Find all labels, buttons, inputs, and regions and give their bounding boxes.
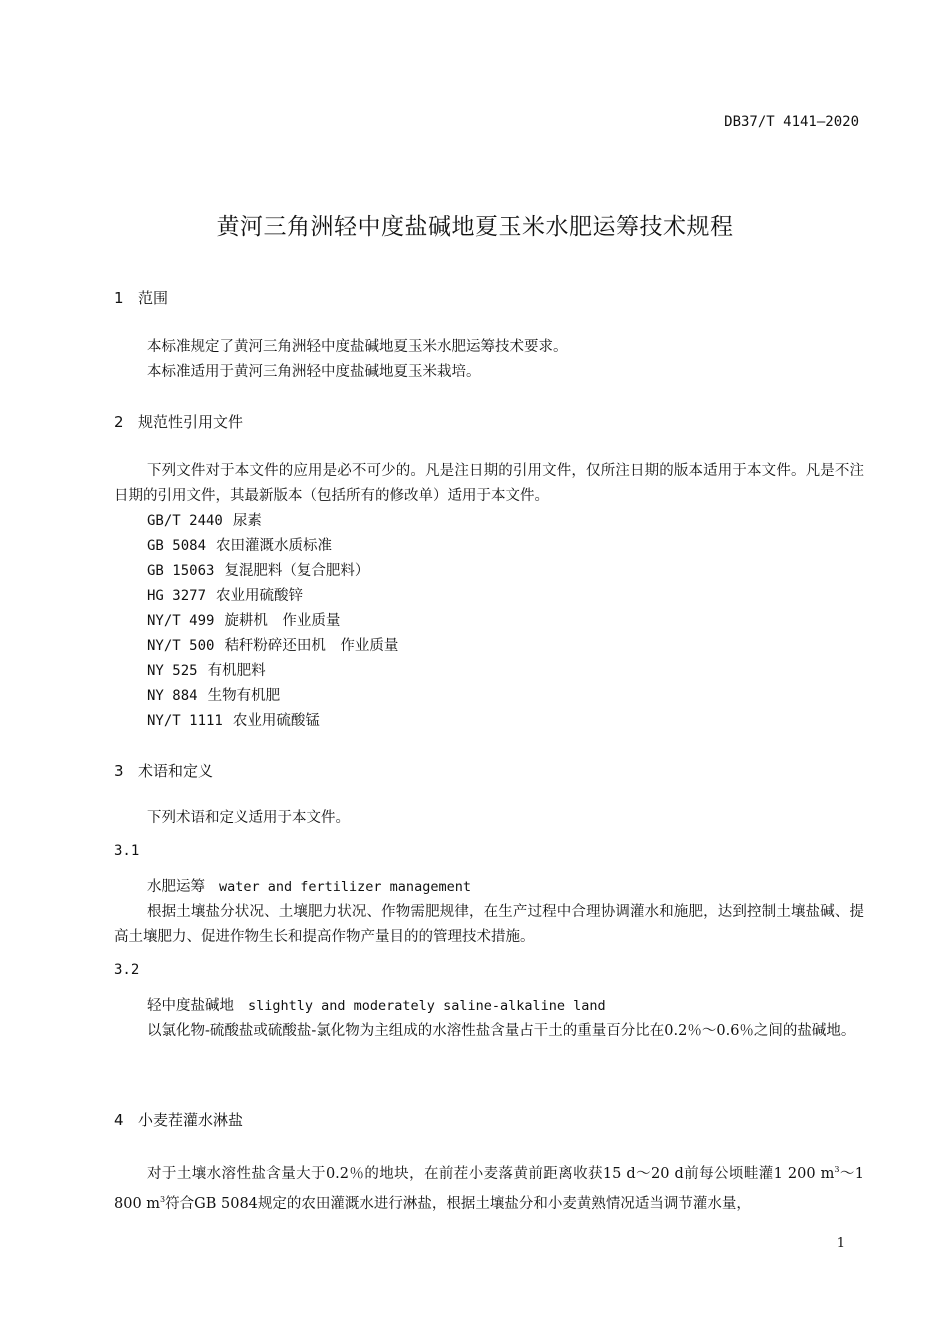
reference-title: 有机肥料 bbox=[207, 663, 266, 679]
section-title: 范围 bbox=[138, 289, 169, 307]
section-salt-leaching bbox=[114, 1109, 864, 1217]
reference-code: NY/T 499 bbox=[147, 613, 215, 629]
section-number: 1 bbox=[114, 289, 124, 307]
term-english: slightly and moderately saline-alkaline land bbox=[248, 998, 606, 1014]
term-definition: 根据土壤盐分状况、土壤肥力状况、作物需肥规律，在生产过程中合理协调灌水和施肥，达到控制土壤盐碱、提高土壤肥力、促进作物生长和提高作物产量目的的管理技术措施。 bbox=[114, 904, 864, 945]
section-number: 2 bbox=[114, 413, 124, 431]
reference-code: GB/T 2440 bbox=[147, 513, 223, 529]
section-terms bbox=[114, 760, 864, 1044]
reference-item bbox=[114, 584, 864, 609]
reference-code: NY 525 bbox=[147, 663, 198, 679]
reference-item bbox=[114, 634, 864, 659]
reference-list bbox=[114, 509, 864, 734]
page-number: 1 bbox=[836, 1236, 845, 1251]
term-entry bbox=[114, 874, 864, 900]
section-heading bbox=[114, 1109, 864, 1131]
section-number: 4 bbox=[114, 1111, 124, 1129]
section-heading bbox=[114, 411, 864, 433]
term-chinese: 轻中度盐碱地 bbox=[147, 998, 234, 1014]
reference-title: 旋耕机 作业质量 bbox=[224, 613, 341, 629]
section-scope bbox=[114, 287, 864, 385]
term-chinese: 水肥运筹 bbox=[147, 879, 205, 895]
reference-item bbox=[114, 659, 864, 684]
section-title: 术语和定义 bbox=[138, 762, 214, 780]
section-heading bbox=[114, 287, 864, 309]
reference-item bbox=[114, 559, 864, 584]
section-title: 规范性引用文件 bbox=[138, 413, 244, 431]
term-number: 3.1 bbox=[114, 843, 140, 859]
document-code: DB37/T 4141—2020 bbox=[724, 114, 859, 130]
term-definition: 以氯化物-硫酸盐或硫酸盐-氯化物为主组成的水溶性盐含量占干土的重量百分比在0.2％～0.6％之间的盐碱地。 bbox=[147, 1023, 856, 1039]
reference-code: GB 15063 bbox=[147, 563, 215, 579]
term-english: water and fertilizer management bbox=[219, 879, 471, 895]
paragraph: 下列文件对于本文件的应用是必不可少的。凡是注日期的引用文件，仅所注日期的版本适用于本文件。凡是不注日期的引用文件，其最新版本（包括所有的修改单）适用于本文件。 bbox=[114, 463, 864, 504]
reference-title: 秸秆粉碎还田机 作业质量 bbox=[224, 638, 399, 654]
document-title: 黄河三角洲轻中度盐碱地夏玉米水肥运筹技术规程 bbox=[216, 214, 734, 240]
reference-title: 农业用硫酸锌 bbox=[216, 588, 304, 604]
reference-title: 农业用硫酸锰 bbox=[232, 713, 320, 729]
reference-code: GB 5084 bbox=[147, 538, 207, 554]
reference-item bbox=[114, 684, 864, 709]
reference-code: NY/T 1111 bbox=[147, 713, 223, 729]
reference-code: HG 3277 bbox=[147, 588, 207, 604]
reference-item bbox=[114, 709, 864, 734]
paragraph: 本标准规定了黄河三角洲轻中度盐碱地夏玉米水肥运筹技术要求。 bbox=[147, 339, 568, 355]
paragraph: 本标准适用于黄河三角洲轻中度盐碱地夏玉米栽培。 bbox=[147, 364, 481, 380]
term-number: 3.2 bbox=[114, 962, 140, 978]
reference-item bbox=[114, 609, 864, 634]
section-number: 3 bbox=[114, 762, 124, 780]
section-normative-references bbox=[114, 411, 864, 734]
reference-title: 生物有机肥 bbox=[207, 688, 281, 704]
reference-code: NY 884 bbox=[147, 688, 198, 704]
reference-item bbox=[114, 509, 864, 534]
term-entry bbox=[114, 993, 864, 1019]
reference-title: 农田灌溉水质标准 bbox=[216, 538, 333, 554]
reference-title: 复混肥料（复合肥料） bbox=[224, 563, 370, 579]
reference-title: 尿素 bbox=[232, 513, 262, 529]
section-title: 小麦茬灌水淋盐 bbox=[138, 1111, 244, 1129]
reference-item bbox=[114, 534, 864, 559]
paragraph: 对于土壤水溶性盐含量大于0.2％的地块，在前茬小麦落黄前距离收获15 d～20 d前每公顷畦灌1 200 $m^3\sim 1$ 800 $m^3$符合GB 5084规定的农田灌溉水进行淋盐，根据土壤盐分和小麦黄熟情况适当调节灌水量， bbox=[114, 1165, 865, 1212]
paragraph: 下列术语和定义适用于本文件。 bbox=[147, 810, 350, 826]
reference-code: NY/T 500 bbox=[147, 638, 215, 654]
section-heading bbox=[114, 760, 864, 782]
